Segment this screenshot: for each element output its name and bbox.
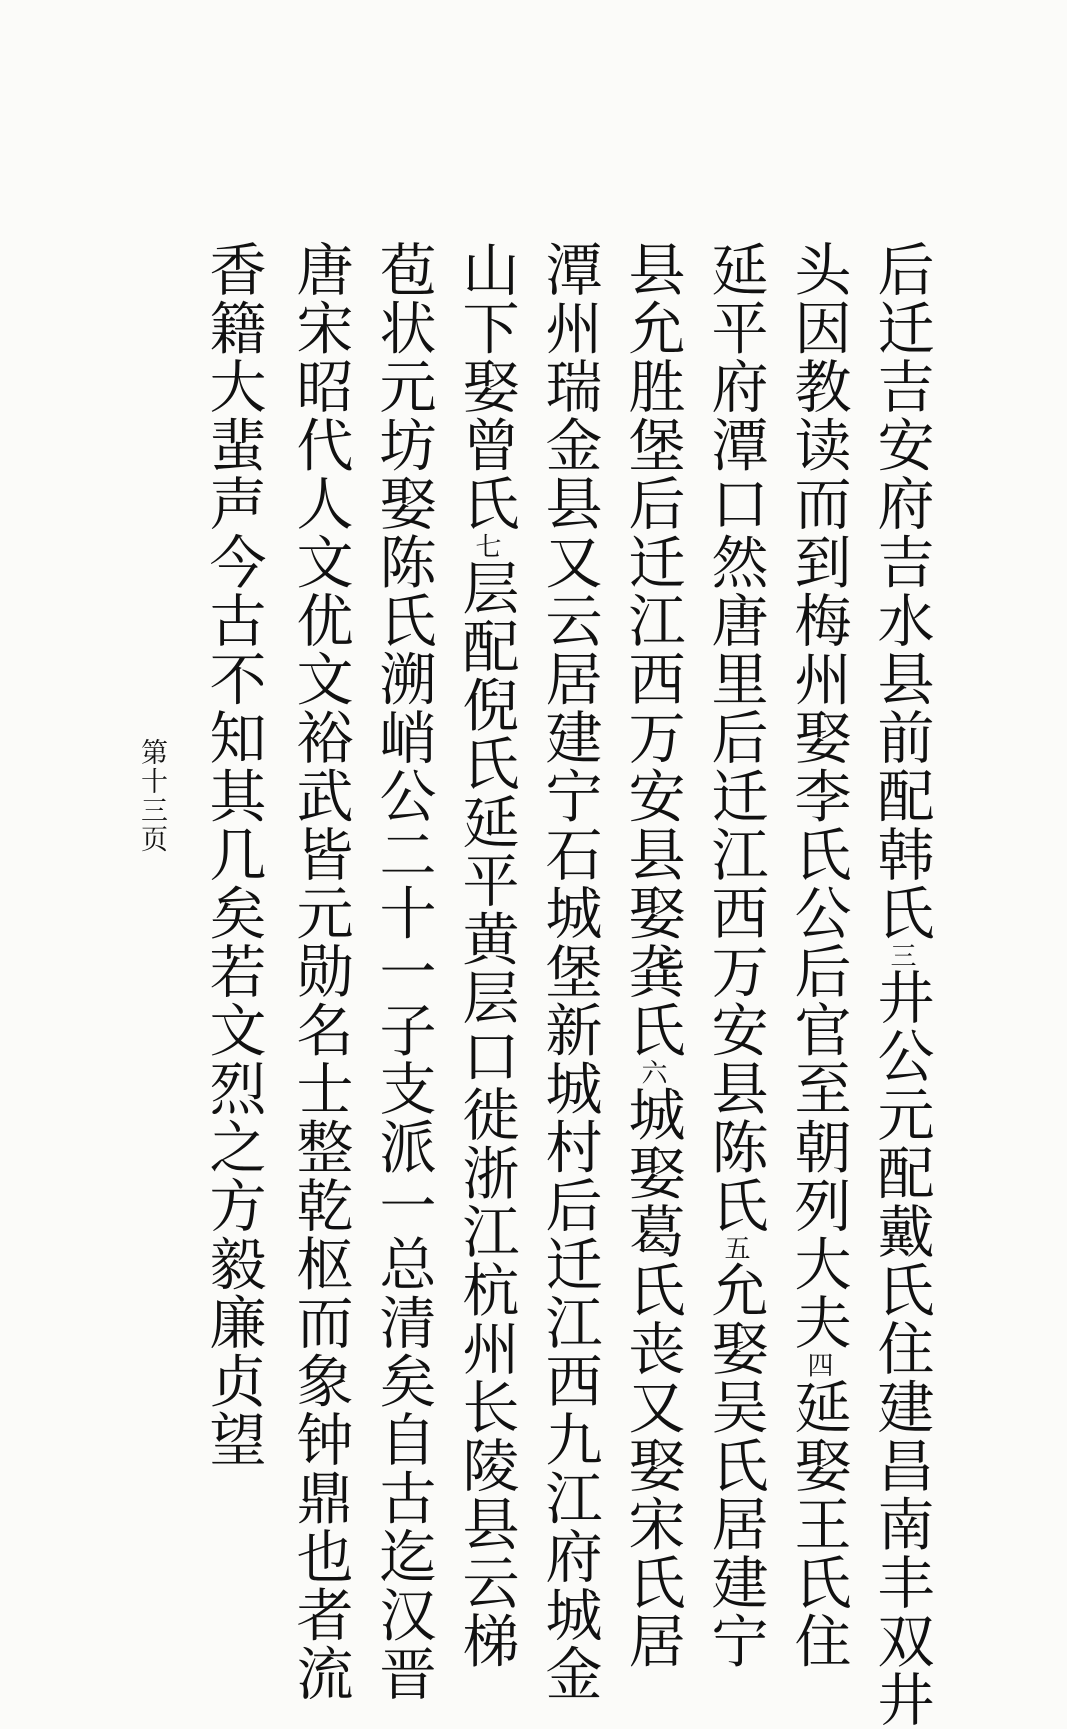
text-run: 唐宋昭代人文优文裕武皆元勋名士整乾枢而象钟鼎也者流 (287, 240, 353, 1703)
text-column-9 (200, 240, 266, 1469)
text-run: 延娶王氏住 (785, 1377, 851, 1670)
text-column-8 (287, 240, 353, 1703)
text-run: 后迁吉安府吉水县前配韩氏 (868, 240, 934, 942)
generation-number: 四 (803, 1351, 833, 1378)
text-column-1 (868, 240, 934, 1729)
generation-number: 五 (720, 1234, 750, 1261)
text-run: 县允胜堡后迁江西万安县娶龚氏 (619, 240, 685, 1059)
text-column-3 (702, 240, 768, 1670)
text-column-6 (453, 240, 519, 1670)
text-run: 潭州瑞金县又云居建宁石城堡新城村后迁江西九江府城金 (536, 240, 602, 1703)
text-run: 城娶葛氏丧又娶宋氏居 (619, 1085, 685, 1670)
generation-number: 六 (637, 1059, 667, 1085)
text-run: 井公元配戴氏住建昌南丰双井 (868, 968, 934, 1729)
text-column-7 (370, 240, 436, 1703)
text-run: 香籍大蜚声今古不知其几矣若文烈之方毅廉贞望 (200, 240, 266, 1469)
generation-number: 三 (886, 942, 916, 968)
page-number: 第十三页 (136, 738, 167, 854)
generation-number: 七 (471, 532, 501, 559)
text-run: 苞状元坊娶陈氏溯峭公二十一子支派一总清矣自古迄汉晋 (370, 240, 436, 1703)
text-column-2 (785, 240, 851, 1670)
text-run: 层配倪氏延平黄层口徙浙江杭州长陵县云梯 (453, 558, 519, 1670)
text-run: 山下娶曾氏 (453, 240, 519, 533)
text-column-5 (536, 240, 602, 1703)
text-column-4 (619, 240, 685, 1670)
text-run: 允娶吴氏居建宁 (702, 1260, 768, 1670)
text-run: 延平府潭口然唐里后迁江西万安县陈氏 (702, 240, 768, 1235)
text-run: 头因教读而到梅州娶李氏公后官至朝列大夫 (785, 240, 851, 1352)
